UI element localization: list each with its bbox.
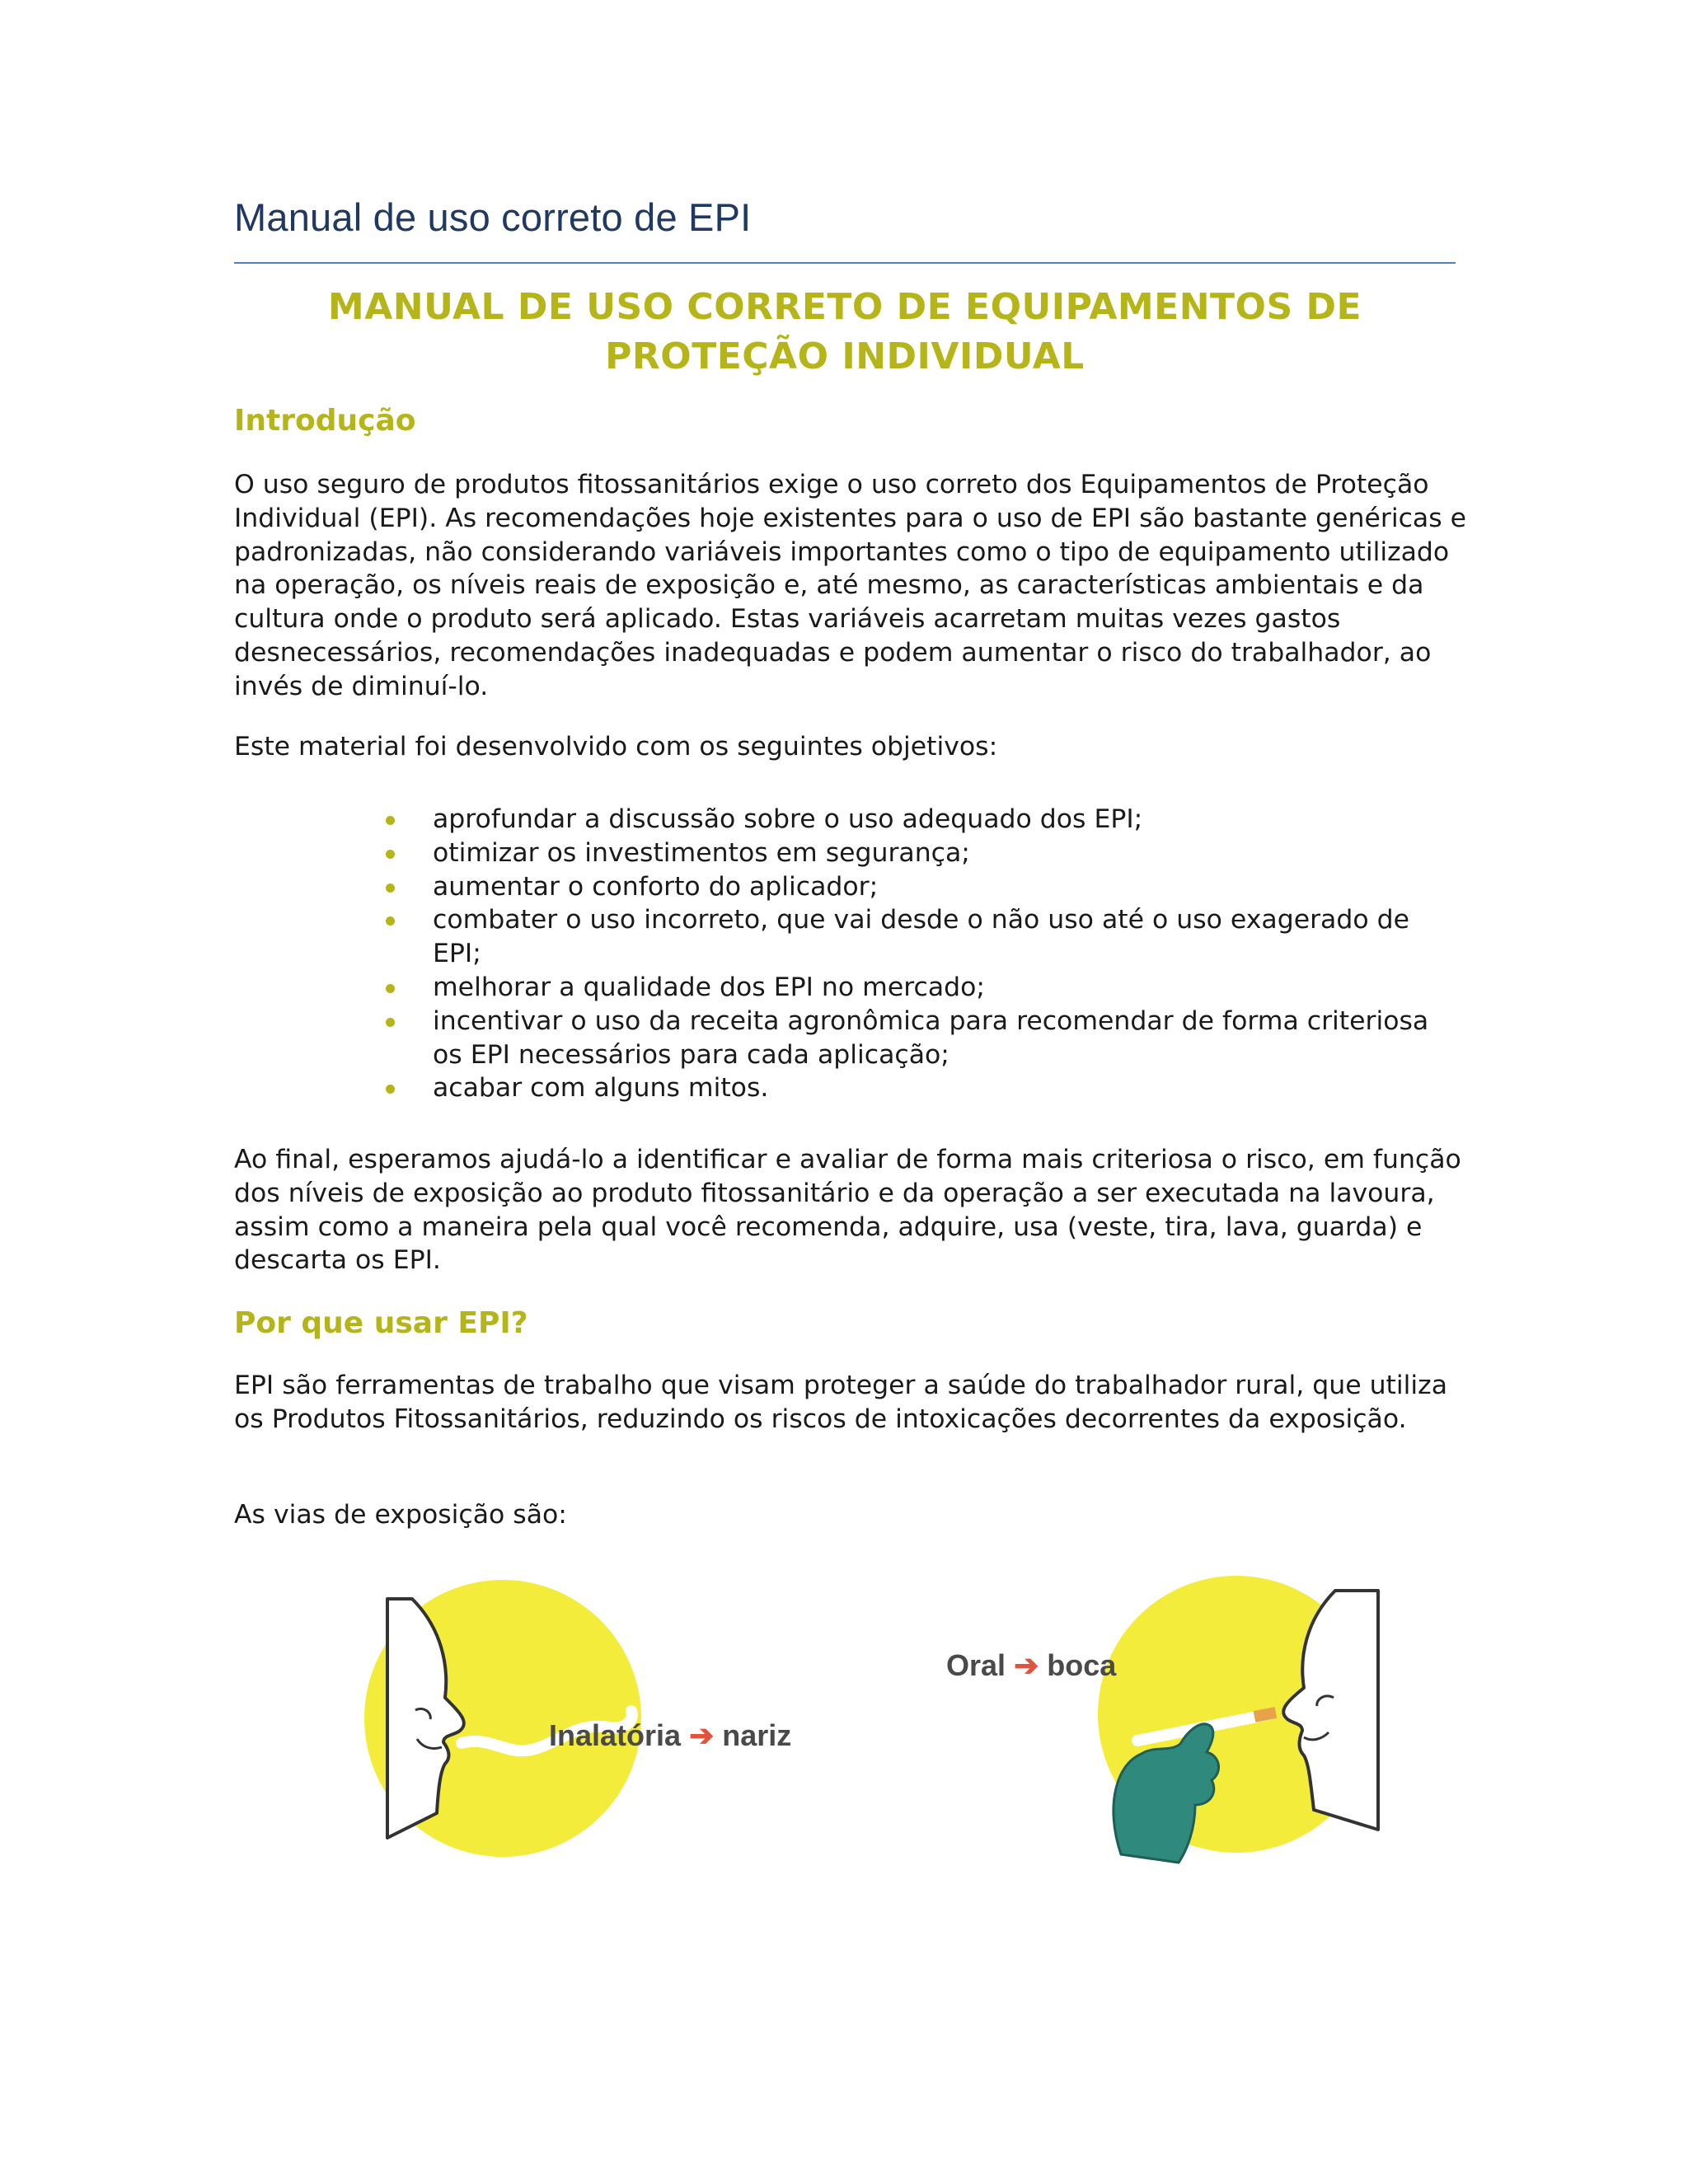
closing-paragraph: Ao final, esperamos ajudá-lo a identificar e avaliar de forma mais criteriosa o risco, em função dos níveis de exposição ao produto fitossanitário e da operação a ser executada na lavoura, assim como a maneira pela qual você recomenda, adquire, usa (veste, tira, lava, guarda) e descarta os EPI. bbox=[234, 1145, 1461, 1276]
list-item bbox=[379, 1071, 1459, 1105]
list-item bbox=[379, 903, 1459, 971]
bullet-dot-icon bbox=[386, 816, 395, 825]
exposure-routes-figure bbox=[346, 1549, 1409, 1896]
list-item-text: aumentar o conforto do aplicador; bbox=[433, 871, 879, 902]
bullet-dot-icon bbox=[386, 1018, 395, 1027]
list-item-text: acabar com alguns mitos. bbox=[433, 1073, 769, 1104]
arrow-right-icon: ➔ bbox=[689, 1718, 715, 1752]
why-heading: Por que usar EPI? bbox=[234, 1306, 528, 1340]
list-item-text: combater o uso incorreto, que vai desde o não uso até o uso exagerado de EPI; bbox=[433, 905, 1409, 969]
bullet-dot-icon bbox=[386, 916, 395, 926]
bullet-dot-icon bbox=[386, 883, 395, 893]
list-item bbox=[379, 837, 1459, 870]
bullet-dot-icon bbox=[386, 1085, 395, 1094]
oral-label bbox=[946, 1648, 1116, 1683]
why-paragraph: EPI são ferramentas de trabalho que visam proteger a saúde do trabalhador rural, que utiliza os Produtos Fitossanitários, reduzindo os riscos de intoxicações decorrentes da exposição. bbox=[234, 1371, 1447, 1434]
routes-lead: As vias de exposição são: bbox=[234, 1500, 567, 1530]
inhalation-label bbox=[549, 1718, 791, 1753]
oral-organ-text: boca bbox=[1047, 1648, 1117, 1682]
bullet-dot-icon bbox=[386, 850, 395, 859]
title-divider bbox=[234, 262, 1456, 264]
list-item bbox=[379, 870, 1459, 904]
document-title: Manual de uso correto de EPI bbox=[234, 195, 752, 239]
list-item-text: aprofundar a discussão sobre o uso adequado dos EPI; bbox=[433, 804, 1143, 834]
list-item-text: incentivar o uso da receita agronômica para recomendar de forma criteriosa os EPI necessários para cada aplicação; bbox=[433, 1005, 1429, 1070]
oral-route-text: Oral bbox=[946, 1648, 1006, 1682]
bullet-dot-icon bbox=[386, 984, 395, 993]
list-item bbox=[379, 971, 1459, 1005]
inhalation-organ-text: nariz bbox=[722, 1718, 792, 1752]
oral-illustration bbox=[1071, 1558, 1385, 1871]
list-item bbox=[379, 1005, 1459, 1072]
inhalation-route-text: Inalatória bbox=[549, 1718, 682, 1752]
objectives-list bbox=[379, 803, 1459, 1105]
list-item bbox=[379, 803, 1459, 837]
intro-heading: Introdução bbox=[234, 404, 416, 438]
main-heading: MANUAL DE USO CORRETO DE EQUIPAMENTOS DE PROTEÇÃO INDIVIDUAL bbox=[327, 286, 1362, 377]
arrow-right-icon: ➔ bbox=[1014, 1648, 1039, 1682]
list-item-text: otimizar os investimentos em segurança; bbox=[433, 837, 970, 868]
intro-paragraph: O uso seguro de produtos fitossanitários exige o uso correto dos Equipamentos de Proteção Individual (EPI). As recomendações hoje existentes para o uso de EPI são bastante genéricas e padronizadas, não considerando variáveis importantes como o tipo de equipamento utilizado na operação, os níveis reais de exposição e, até mesmo, as características ambientais e da cultura onde o produto será aplicado. Estas variáveis acarretam muitas vezes gastos desnecessários, recomendações inadequadas e podem aumentar o risco do trabalhador, ao invés de diminuí-lo. bbox=[234, 470, 1467, 701]
objectives-lead: Este material foi desenvolvido com os seguintes objetivos: bbox=[234, 732, 998, 762]
list-item-text: melhorar a qualidade dos EPI no mercado; bbox=[433, 972, 986, 1002]
